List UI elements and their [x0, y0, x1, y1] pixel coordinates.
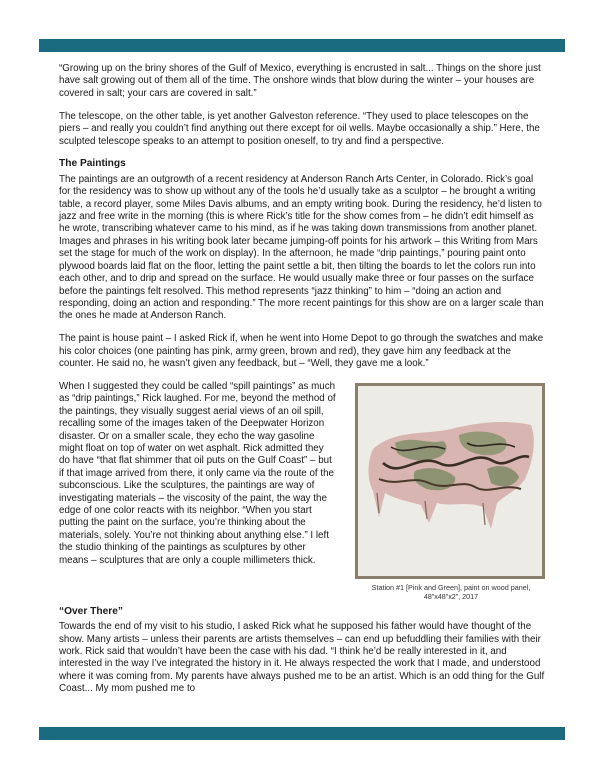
residency-paragraph: The paintings are an outgrowth of a recent residency at Anderson Ranch Arts Center, in Colorado. Rick’s goal for the residency was to show up without any of the tools he’d usually take as a sculptor – he brought a writing table, a record player, some Miles Davis albums, and an empty writing book. During the residency, he’d listen to jazz and free write in the morning (this is where Rick’s title for the show comes from – he didn’t edit himself as he wrote, transcribing whatever came to his mind, as if he was taking down transmissions from another planet. Images and phrases in his writing book later became jumping-off points for his artwork – this Writing from Mars set the stage for much of the work on display). In the afternoon, he made “drip paintings,” pouring paint onto plywood boards laid flat on the floor, letting the paint settle a bit, then tilting the boards to let the colors run into each other, and to drip and spread on the surface. He would usually make three or four passes on the surface before the paintings felt resolved. This method represents “jazz thinking” to him – “doing an action and responding, doing an action and responding.” The more recent paintings for this show are on a larger scale than the ones he made at Anderson Ranch.	[59, 173, 544, 322]
figure-caption	[355, 583, 547, 602]
article-body	[59, 63, 547, 706]
section-heading-over-there: “Over There”	[59, 605, 123, 617]
painting-figure	[349, 383, 547, 602]
caption-line-1: Station #1 [Pink and Green], paint on wood panel,	[371, 582, 531, 592]
house-paint-paragraph: The paint is house paint – I asked Rick if, when he went into Home Depot to go through the swatches and make his color choices (one painting has pink, army green, brown and red), they gave him any feedback at the counter. He said no, he wasn’t given any feedback, but – “Well, they gave me a look.”	[59, 333, 544, 370]
spill-paintings-paragraph: When I suggested they could be called “spill paintings” as much as “drip paintings,” Rick laughed. For me, beyond the method of the paintings, they visually suggest aerial views of an oil spill, recalling some of the images taken of the Deepwater Horizon disaster. Or on a smaller scale, they echo the way gasoline might float on top of water on wet asphalt. Rick admitted they do have “that flat shimmer that oil puts on the Gulf Coast” – but if that image arrived from there, it only came via the route of the subconscious. Like the sculptures, the paintings are way of investigating materials – the viscosity of the paint, the way the edge of one color reacts with its neighbor. “When you start putting the paint on the surface, you’re thinking about the materials, solely. You’re not thinking about anything else.” I left the studio thinking of the paintings as sculptures by other means – sculptures that are only a couple millimeters thick.	[59, 380, 336, 566]
footer-bar	[39, 727, 565, 740]
telescope-paragraph: The telescope, on the other table, is yet another Galveston reference. “They used to place telescopes on the piers – and really you couldn’t find anything out there except for oil wells. Maybe occasionally a ship.” Here, the sculpted telescope speaks to an attempt to position oneself, to try and find a perspective.	[59, 110, 540, 147]
father-paragraph: Towards the end of my visit to his studio, I asked Rick what he supposed his father would have thought of the show. Many artists – unless their parents are artists themselves – can end up befuddling their families with their work. Rick said that wouldn’t have been the case with his dad. “I think he’d be really interested in it, and interested in the way I’ve integrated the history in it. He always respected the work that I made, and understood where it was coming from. My parents have always pushed me to be an artist. Which is an odd thing for the Gulf Coast... My mom pushed me to	[59, 621, 545, 695]
caption-line-2: 48”x48”x2”, 2017	[423, 592, 479, 602]
header-bar	[39, 39, 565, 52]
section-heading-paintings: The Paintings	[59, 158, 126, 170]
painting-image	[355, 383, 545, 579]
quote-paragraph: “Growing up on the briny shores of the Gulf of Mexico, everything is encrusted in salt... Things on the shore just have salt growing out of them all of the time. The onshore winds that blow during the winter – your houses are covered in salt; your cars are covered in salt.”	[59, 63, 541, 99]
